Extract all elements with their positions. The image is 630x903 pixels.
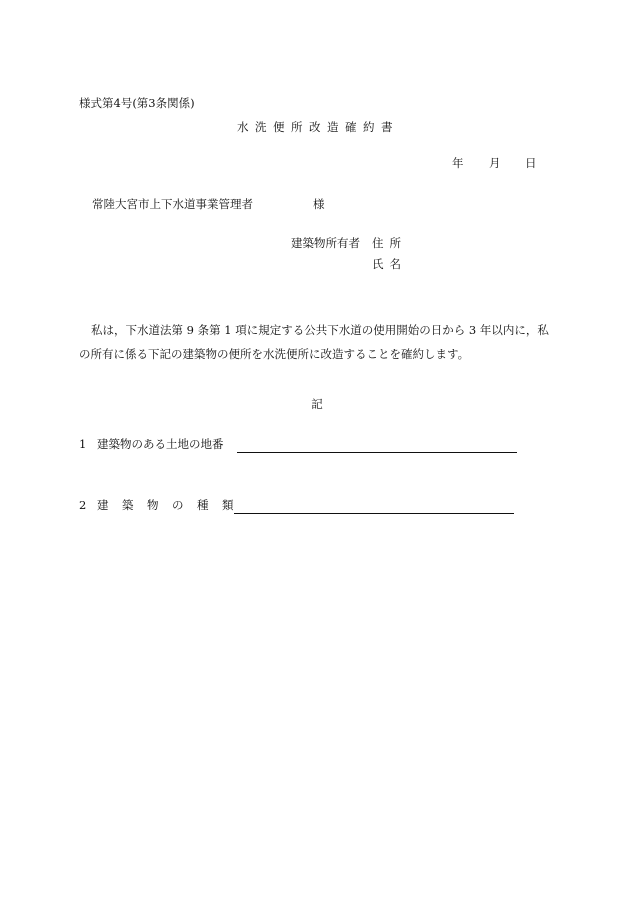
document-title: 水洗便所改造確約書 xyxy=(237,120,399,134)
date-year-label: 年 xyxy=(452,156,464,170)
item-1-label: 建築物のある土地の地番 xyxy=(97,437,224,451)
honorific: 様 xyxy=(313,197,325,211)
date-day-label: 日 xyxy=(525,156,537,170)
item-2-fill-line xyxy=(234,513,514,514)
owner-name-label: 氏名 xyxy=(372,257,407,271)
body-text: 私は，下水道法第 9 条第 1 項に規定する公共下水道の使用開始の日から 3 年以内に，私の所有に係る下記の建築物の便所を水洗便所に改造することを確約します。 xyxy=(79,323,549,361)
owner-label: 建築物所有者 xyxy=(291,236,360,250)
item-1-fill-line xyxy=(237,452,517,453)
owner-address-label: 住所 xyxy=(372,236,407,250)
ki-heading: 記 xyxy=(311,397,323,411)
form-number: 様式第4号(第3条関係) xyxy=(79,96,195,110)
item-1-number: 1 xyxy=(79,437,87,451)
addressee: 常陸大宮市上下水道事業管理者 xyxy=(92,197,253,211)
date-month-label: 月 xyxy=(489,156,501,170)
item-2-number: 2 xyxy=(79,498,87,512)
item-2-label: 建築物の種類 xyxy=(97,498,247,512)
